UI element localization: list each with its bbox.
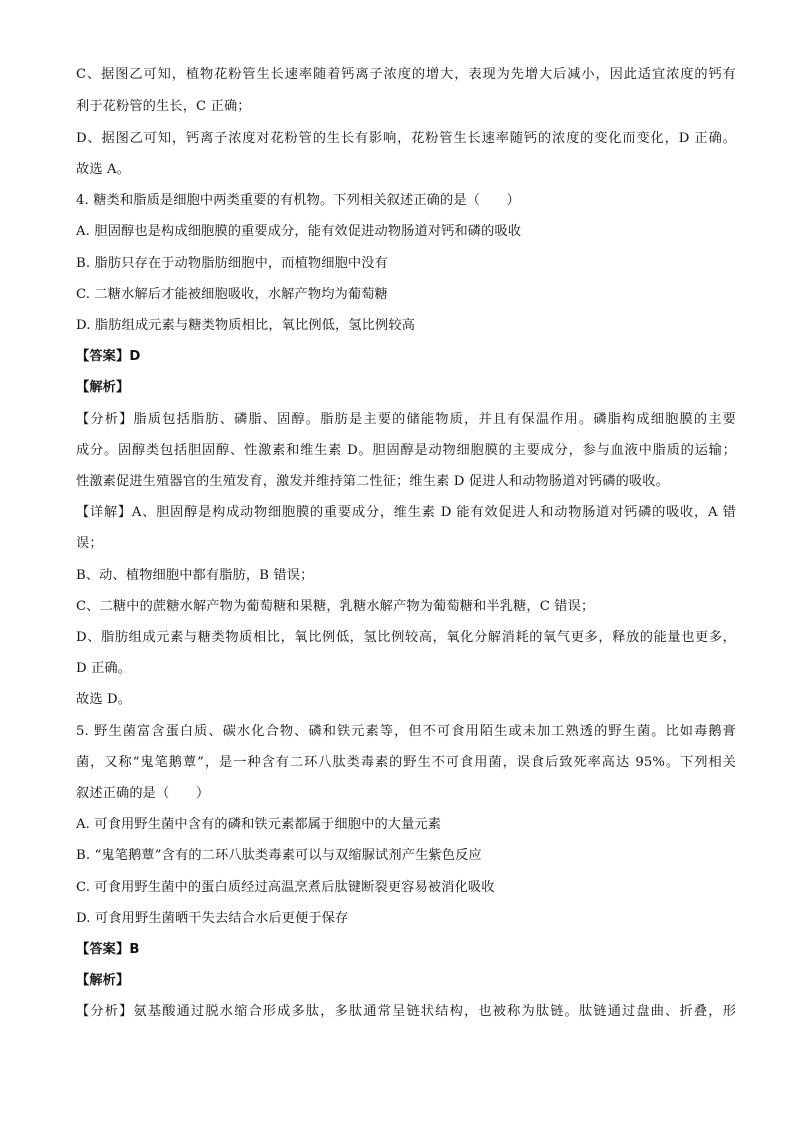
text-line: C、二糖中的蔗糖水解产物为葡萄糖和果糖，乳糖水解产物为葡萄糖和半乳糖，C 错误； — [76, 599, 595, 614]
text-line: B、动、植物细胞中都有脂肪，B 错误； — [76, 568, 314, 583]
text-line: 【分析】脂质包括脂肪、磷脂、固醇。脂肪是主要的储能物质，并且有保温作用。磷脂构成细胞膜的主要 — [76, 412, 736, 427]
text-line: 误； — [76, 536, 103, 551]
option-d: D. 脂肪组成元素与糖类物质相比，氧比例低，氢比例较高 — [76, 318, 416, 333]
question-5-stem: 菌，又称“鬼笔鹅蕈”，是一种含有二环八肽类毒素的野生不可食用菌，误食后致死率高达 95%。下列相关 — [76, 755, 736, 770]
option-c: C. 可食用野生菌中的蛋白质经过高温烹煮后肽键断裂更容易被消化吸收 — [76, 880, 495, 895]
option-d: D. 可食用野生菌晒干失去结合水后更便于保存 — [76, 911, 349, 926]
text-line: 故选 A。 — [76, 162, 131, 177]
text-line: 【详解】A、胆固醇是构成动物细胞膜的重要成分，维生素 D 能有效促进人和动物肠道对钙磷的吸收，A 错 — [76, 505, 736, 520]
option-b: B. “鬼笔鹅蕈”含有的二环八肽类毒素可以与双缩脲试剂产生紫色反应 — [76, 848, 482, 863]
analysis-label: 【解析】 — [76, 380, 130, 395]
answer-label: 【答案】B — [76, 942, 140, 957]
text-line: C、据图乙可知，植物花粉管生长速率随着钙离子浓度的增大，表现为先增大后减小，因此适宜浓度的钙有 — [76, 67, 736, 82]
option-a: A. 可食用野生菌中含有的磷和铁元素都属于细胞中的大量元素 — [76, 817, 442, 832]
text-line: 利于花粉管的生长，C 正确； — [76, 99, 251, 114]
text-line: 性激素促进生殖器官的生殖发育，激发并维持第二性征；维生素 D 促进人和动物肠道对钙磷的吸收。 — [76, 474, 669, 489]
analysis-label: 【解析】 — [76, 973, 130, 988]
text-line: 【分析】氨基酸通过脱水缩合形成多肽，多肽通常呈链状结构，也被称为肽链。肽链通过盘曲、折叠，形 — [76, 1004, 736, 1019]
question-5-stem: 叙述正确的是（ ） — [76, 786, 210, 801]
option-c: C. 二糖水解后才能被细胞吸收，水解产物均为葡萄糖 — [76, 287, 388, 302]
text-line: 成分。固醇类包括胆固醇、性激素和维生素 D。胆固醇是动物细胞膜的主要成分，参与血液中脂质的运输； — [76, 443, 736, 458]
text-line: D、脂肪组成元素与糖类物质相比，氧比例低，氢比例较高，氧化分解消耗的氧气更多，释放的能量也更多， — [76, 630, 736, 645]
text-line: D 正确。 — [76, 661, 132, 676]
question-4-stem: 4. 糖类和脂质是细胞中两类重要的有机物。下列相关叙述正确的是（ ） — [76, 193, 521, 208]
option-a: A. 胆固醇也是构成细胞膜的重要成分，能有效促进动物肠道对钙和磷的吸收 — [76, 224, 522, 239]
question-5-stem: 5. 野生菌富含蛋白质、碳水化合物、磷和铁元素等，但不可食用陌生或未加工熟透的野生菌。比如毒鹅膏 — [76, 724, 736, 739]
text-line: 故选 D。 — [76, 692, 132, 707]
text-line: D、据图乙可知，钙离子浓度对花粉管的生长有影响，花粉管生长速率随钙的浓度的变化而变化，D 正确。 — [76, 131, 736, 146]
option-b: B. 脂肪只存在于动物脂肪细胞中，而植物细胞中没有 — [76, 256, 388, 271]
answer-label: 【答案】D — [76, 349, 141, 364]
